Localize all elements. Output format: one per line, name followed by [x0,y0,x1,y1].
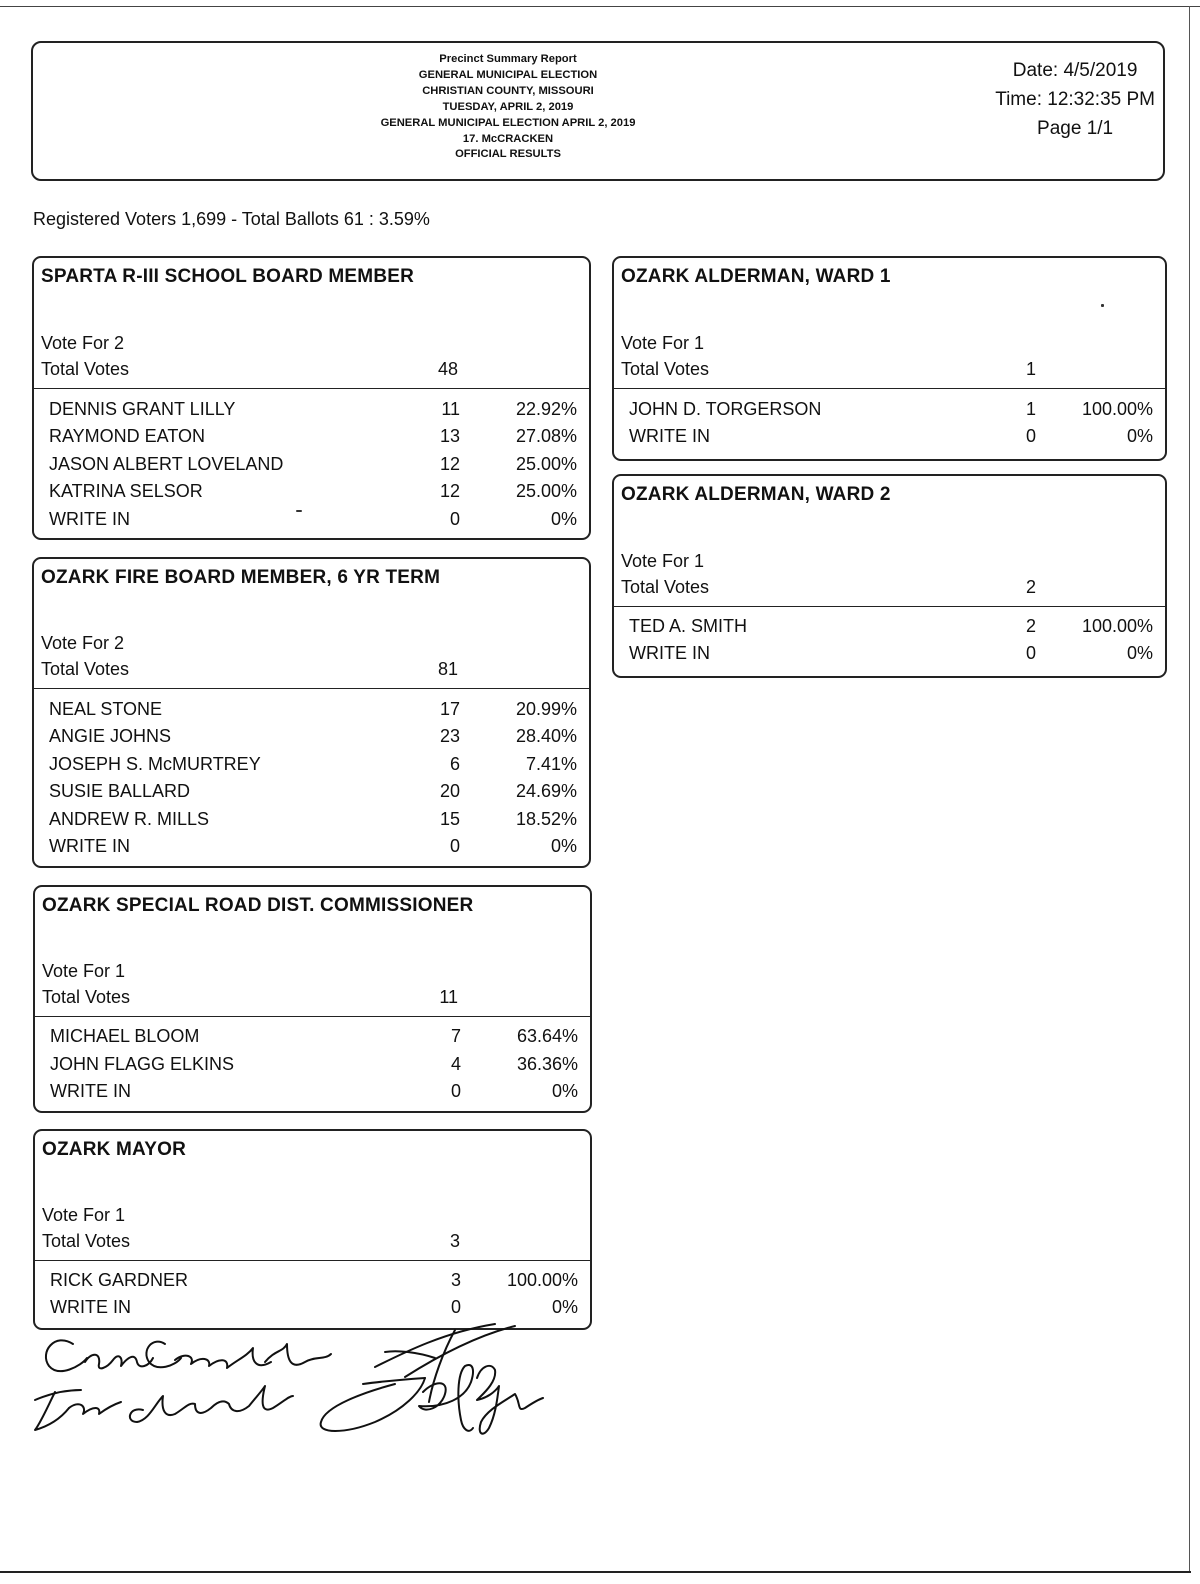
handwritten-signatures [25,1322,585,1447]
signature-stroke [405,1326,515,1377]
candidate-percent: 0% [551,1297,578,1317]
candidate-percent: 100.00% [506,1270,578,1290]
divider [614,388,1165,389]
candidate-name: DENNIS GRANT LILLY [49,399,236,419]
candidate-votes: 0 [1025,426,1036,446]
candidate-votes: 0 [450,1081,461,1101]
contest-title: OZARK MAYOR [42,1139,187,1160]
total-votes-label: Total Votes [41,659,130,679]
total-votes-value: 2 [1025,577,1036,597]
candidate-row [34,454,589,481]
contest-box [612,256,1167,461]
divider [614,606,1165,607]
candidate-percent: 20.99% [515,699,577,719]
candidate-percent: 0% [551,1081,578,1101]
candidate-row [614,399,1165,426]
candidate-name: WRITE IN [49,836,130,856]
signature-stroke [265,1344,331,1365]
total-votes-label: Total Votes [41,359,130,379]
candidate-name: JOHN FLAGG ELKINS [50,1054,235,1074]
total-votes-value: 3 [449,1231,460,1251]
candidate-name: SUSIE BALLARD [49,781,191,801]
candidate-row [34,481,589,508]
candidate-votes: 3 [450,1270,461,1290]
report-meta [995,56,1155,143]
registered-voters-line: Registered Voters 1,699 - Total Ballots 61 : 3.59% [33,209,430,229]
candidate-name: NEAL STONE [49,699,163,719]
candidate-votes: 6 [449,754,460,774]
total-votes-label: Total Votes [42,1231,131,1251]
candidate-row [35,1026,590,1053]
signature-stroke [363,1378,425,1384]
vote-for-label: Vote For 1 [42,961,126,981]
report-date: Date: 4/5/2019 [1012,60,1138,81]
candidate-votes: 23 [439,726,460,746]
total-votes-value: 81 [437,659,458,679]
candidate-name: KATRINA SELSOR [49,481,203,501]
signature-stroke [85,1355,153,1369]
candidate-name: WRITE IN [50,1081,131,1101]
candidate-name: TED A. SMITH [629,616,748,636]
candidate-row [35,1054,590,1081]
candidate-votes: 7 [450,1026,461,1046]
candidate-percent: 22.92% [515,399,577,419]
candidate-percent: 100.00% [1081,616,1153,636]
candidate-votes: 12 [439,454,460,474]
contest-title: SPARTA R-III SCHOOL BOARD MEMBER [41,266,415,287]
contest-box [33,885,592,1113]
report-page: Page 1/1 [1037,118,1114,139]
report-header-titles [283,52,733,163]
signature-stroke [419,1365,473,1431]
scan-speck [1101,304,1104,307]
total-votes-label: Total Votes [42,987,131,1007]
candidate-percent: 18.52% [515,809,577,829]
election-date: TUESDAY, APRIL 2, 2019 [442,100,574,113]
contest-title: OZARK SPECIAL ROAD DIST. COMMISSIONER [42,895,474,916]
candidate-votes: 12 [439,481,460,501]
signature-stroke [35,1390,81,1400]
candidate-percent: 7.41% [525,754,577,774]
candidate-name: WRITE IN [50,1297,131,1317]
precinct-name: 17. McCRACKEN [462,132,554,145]
divider [34,688,589,689]
report-type: Precinct Summary Report [439,53,577,65]
divider [34,388,589,389]
total-votes-label: Total Votes [621,577,710,597]
candidate-votes: 0 [1025,643,1036,663]
candidate-name: JOHN D. TORGERSON [629,399,822,419]
candidate-percent: 36.36% [516,1054,578,1074]
total-votes-value: 11 [439,987,458,1007]
candidate-votes: 11 [441,399,460,419]
signature-stroke [375,1324,495,1367]
candidate-row [34,726,589,753]
candidate-row [34,781,589,808]
candidate-votes: 0 [449,836,460,856]
page-top-edge [0,6,1200,7]
candidate-percent: 0% [550,509,577,529]
vote-for-label: Vote For 2 [41,333,125,353]
election-name: GENERAL MUNICIPAL ELECTION [418,68,598,81]
candidate-name: JASON ALBERT LOVELAND [49,454,284,474]
vote-for-label: Vote For 1 [621,551,705,571]
divider [35,1260,590,1261]
candidate-votes: 13 [439,426,460,446]
report-time: Time: 12:32:35 PM [995,89,1155,110]
signature-stroke [477,1366,543,1434]
candidate-row [614,643,1165,670]
vote-for-label: Vote For 2 [41,633,125,653]
candidate-row [34,699,589,726]
candidate-votes: 0 [450,1297,461,1317]
page-bottom-edge [0,1571,1191,1573]
contest-title: OZARK ALDERMAN, WARD 1 [621,266,891,287]
vote-for-label: Vote For 1 [42,1205,126,1225]
report-header [31,41,1165,181]
contest-box [33,1129,592,1330]
candidate-row [34,426,589,453]
signature-stroke [146,1342,181,1368]
contest-title: OZARK FIRE BOARD MEMBER, 6 YR TERM [41,567,441,588]
candidate-votes: 2 [1025,616,1036,636]
candidate-percent: 0% [1126,426,1153,446]
candidate-votes: 4 [450,1054,461,1074]
candidate-row [34,754,589,781]
divider [35,1016,590,1017]
candidate-percent: 25.00% [515,454,577,474]
candidate-row [34,809,589,836]
candidate-row [614,616,1165,643]
signature-stroke [175,1348,271,1368]
total-votes-value: 48 [437,359,458,379]
candidate-row [35,1081,590,1108]
candidate-row [34,836,589,863]
candidate-name: ANGIE JOHNS [49,726,172,746]
candidate-name: WRITE IN [629,426,710,446]
scan-speck [296,510,302,512]
candidate-percent: 0% [550,836,577,856]
signature-stroke [130,1386,293,1422]
candidate-name: WRITE IN [49,509,130,529]
candidate-percent: 0% [1126,643,1153,663]
signature-stroke [69,1402,121,1414]
candidate-name: WRITE IN [629,643,710,663]
candidate-row [34,509,589,536]
signature-stroke [385,1351,435,1358]
candidate-percent: 63.64% [516,1026,578,1046]
candidate-votes: 1 [1025,399,1036,419]
candidate-percent: 28.40% [515,726,577,746]
candidate-row [614,426,1165,453]
page-right-edge [1189,6,1190,1572]
candidate-name: ANDREW R. MILLS [49,809,210,829]
candidate-percent: 24.69% [515,781,577,801]
signature-stroke [46,1340,87,1371]
total-votes-label: Total Votes [621,359,710,379]
candidate-name: RICK GARDNER [50,1270,189,1290]
candidate-name: RAYMOND EATON [49,426,206,446]
candidate-row [34,399,589,426]
candidate-name: MICHAEL BLOOM [50,1026,200,1046]
contest-box [32,557,591,868]
candidate-percent: 27.08% [515,426,577,446]
signature-stroke [321,1378,425,1431]
candidate-row [35,1297,590,1324]
election-full-name: GENERAL MUNICIPAL ELECTION APRIL 2, 2019 [380,116,636,129]
total-votes-value: 1 [1025,359,1036,379]
candidate-percent: 100.00% [1081,399,1153,419]
candidate-votes: 17 [439,699,460,719]
candidate-percent: 25.00% [515,481,577,501]
candidate-name: JOSEPH S. McMURTREY [49,754,261,774]
contest-box [32,256,591,540]
candidate-votes: 0 [449,509,460,529]
candidate-votes: 15 [439,809,460,829]
results-status: OFFICIAL RESULTS [455,148,561,161]
county-name: CHRISTIAN COUNTY, MISSOURI [422,84,594,97]
contest-title: OZARK ALDERMAN, WARD 2 [621,484,891,505]
candidate-votes: 20 [439,781,460,801]
vote-for-label: Vote For 1 [621,333,705,353]
contest-box [612,474,1167,678]
candidate-row [35,1270,590,1297]
